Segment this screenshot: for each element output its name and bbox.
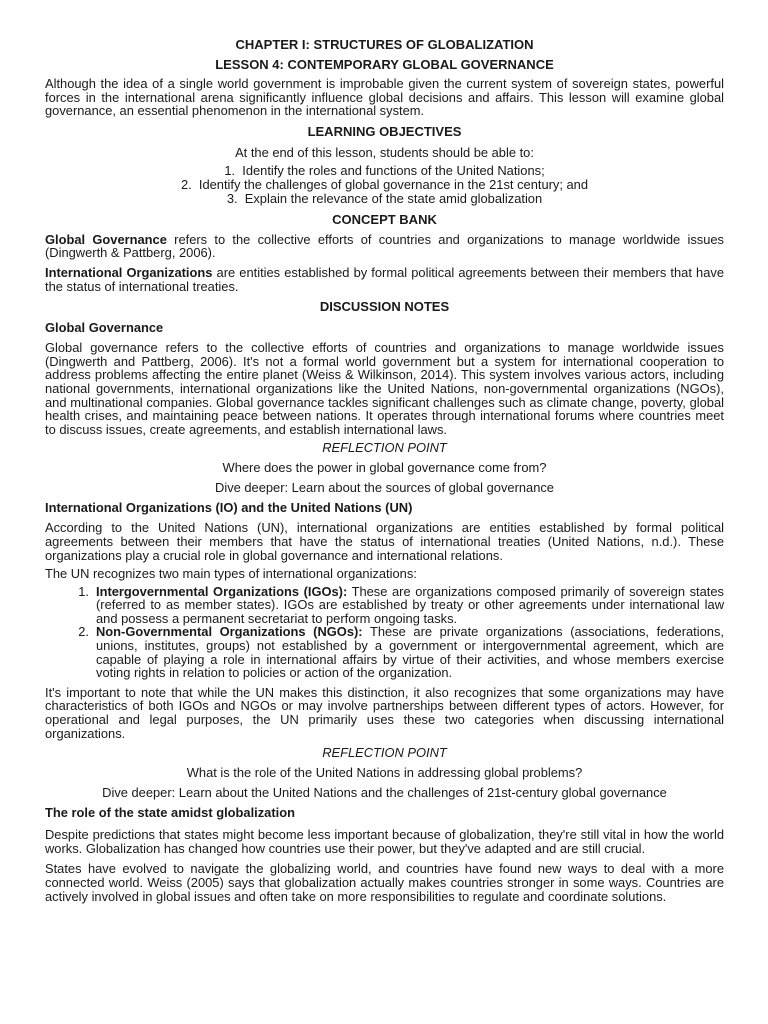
org-type-term: Non-Governmental Organizations (NGOs): (96, 624, 363, 640)
objective-text: Identify the challenges of global governance in the 21st century; and (198, 176, 589, 192)
io-heading: International Organizations (IO) and the United Nations (UN) (45, 500, 413, 516)
io-paragraph: According to the United Nations (UN), international organizations are entities established by formal political agreements between their members that have the status of international treaties (United Nations, n.d.). These organizations play a crucial role in global governance and international relations. (45, 520, 724, 563)
reflection-label: REFLECTION POINT (322, 440, 447, 456)
org-type-number: 2. (78, 624, 89, 640)
objective-number: 2. (180, 176, 192, 192)
org-type-term: Intergovernmental Organizations (IGOs): (96, 583, 348, 599)
org-types-list (45, 585, 724, 680)
objective-number: 3. (226, 190, 238, 206)
concept-term: Global Governance (45, 231, 167, 247)
org-type-text: These are organizations composed primarily of sovereign states (referred to as member states). IGOs are established by treaty or other agreements under international law and possess a permanent secretariat to perform ongoing tasks. (96, 583, 724, 626)
intro-paragraph: Although the idea of a single world government is improbable given the current system of sovereign states, powerful forces in the international arena significantly influence global decisions and affairs. This lesson will examine global governance, an essential phenomenon in the international system. (45, 76, 724, 119)
reflection-label: REFLECTION POINT (322, 745, 447, 761)
org-type-item (45, 585, 724, 626)
concept-term: International Organizations (45, 264, 213, 280)
objective-item (45, 178, 724, 192)
reflection-deeper: Dive deeper: Learn about the United Nations and the challenges of 21st-century global governance (102, 785, 667, 801)
reflection-deeper: Dive deeper: Learn about the sources of global governance (215, 480, 554, 496)
chapter-title: CHAPTER I: STRUCTURES OF GLOBALIZATION (235, 37, 534, 52)
org-type-item (45, 625, 724, 679)
concept-definition: refers to the collective efforts of countries and organizations to manage worldwide issues (Dingwerth & Pattberg, 2006). (45, 231, 724, 261)
objectives-list (45, 164, 724, 206)
objective-item (45, 192, 724, 206)
concept-entry (45, 266, 724, 293)
distinction-paragraph: It's important to note that while the UN makes this distinction, it also recognizes that some organizations may have characteristics of both IGOs and NGOs or may involve partnerships between different types of actors. However, for operational and legal purposes, the UN primarily uses these two categories when discussing international organizations. (45, 684, 724, 741)
discussion-heading: DISCUSSION NOTES (319, 299, 450, 315)
concept-entry (45, 233, 724, 260)
objectives-heading: LEARNING OBJECTIVES (307, 123, 462, 139)
state-paragraph: Despite predictions that states might become less important because of globalization, they're still vital in how the world works. Globalization has changed how countries use their power, but they've adapted and are still crucial. (45, 827, 724, 856)
concept-bank-heading: CONCEPT BANK (332, 211, 437, 227)
objective-number: 1. (224, 162, 236, 178)
objective-text: Explain the relevance of the state amid globalization (244, 190, 543, 206)
objective-text: Identify the roles and functions of the United Nations; (242, 162, 545, 178)
state-heading: The role of the state amidst globalization (45, 805, 295, 821)
reflection-question: What is the role of the United Nations in addressing global problems? (186, 765, 583, 781)
org-type-number: 1. (78, 583, 89, 599)
state-paragraph: States have evolved to navigate the globalizing world, and countries have found new ways to deal with a more connected world. Weiss (2005) says that globalization actually makes countries stronger in some ways. Countries are actively involved in global issues and often take on more responsibilities to regulate and coordinate solutions. (45, 861, 724, 904)
lesson-title: LESSON 4: CONTEMPORARY GLOBAL GOVERNANCE (215, 57, 554, 72)
objectives-lead: At the end of this lesson, students should be able to: (235, 144, 534, 160)
org-type-text: These are private organizations (associations, federations, unions, institutes, groups) not established by a government or intergovernmental agreement, which are capable of playing a role in international affairs by virtue of their activities, and whose members exercise voting rights in relation to policies or action of the organization. (96, 624, 724, 681)
global-governance-paragraph: Global governance refers to the collective efforts of countries and organizations to manage worldwide issues (Dingwerth and Pattberg, 2006). It's not a formal world government but a system for international cooperation to address problems affecting the entire planet (Weiss & Wilkinson, 2014). This system involves various actors, including national governments, international organizations like the United Nations, non-governmental organizations (NGOs), and multinational companies. Global governance tackles significant challenges such as climate change, poverty, global health crises, and maintaining peace between nations. It operates through international forums where countries meet to discuss issues, create agreements, and establish international laws. (45, 340, 724, 437)
reflection-question: Where does the power in global governance come from? (222, 460, 547, 476)
global-governance-heading: Global Governance (45, 320, 164, 336)
concept-definition: are entities established by formal political agreements between their members that have the status of international treaties. (45, 264, 724, 294)
objective-item (45, 164, 724, 178)
types-lead: The UN recognizes two main types of international organizations: (45, 566, 417, 582)
